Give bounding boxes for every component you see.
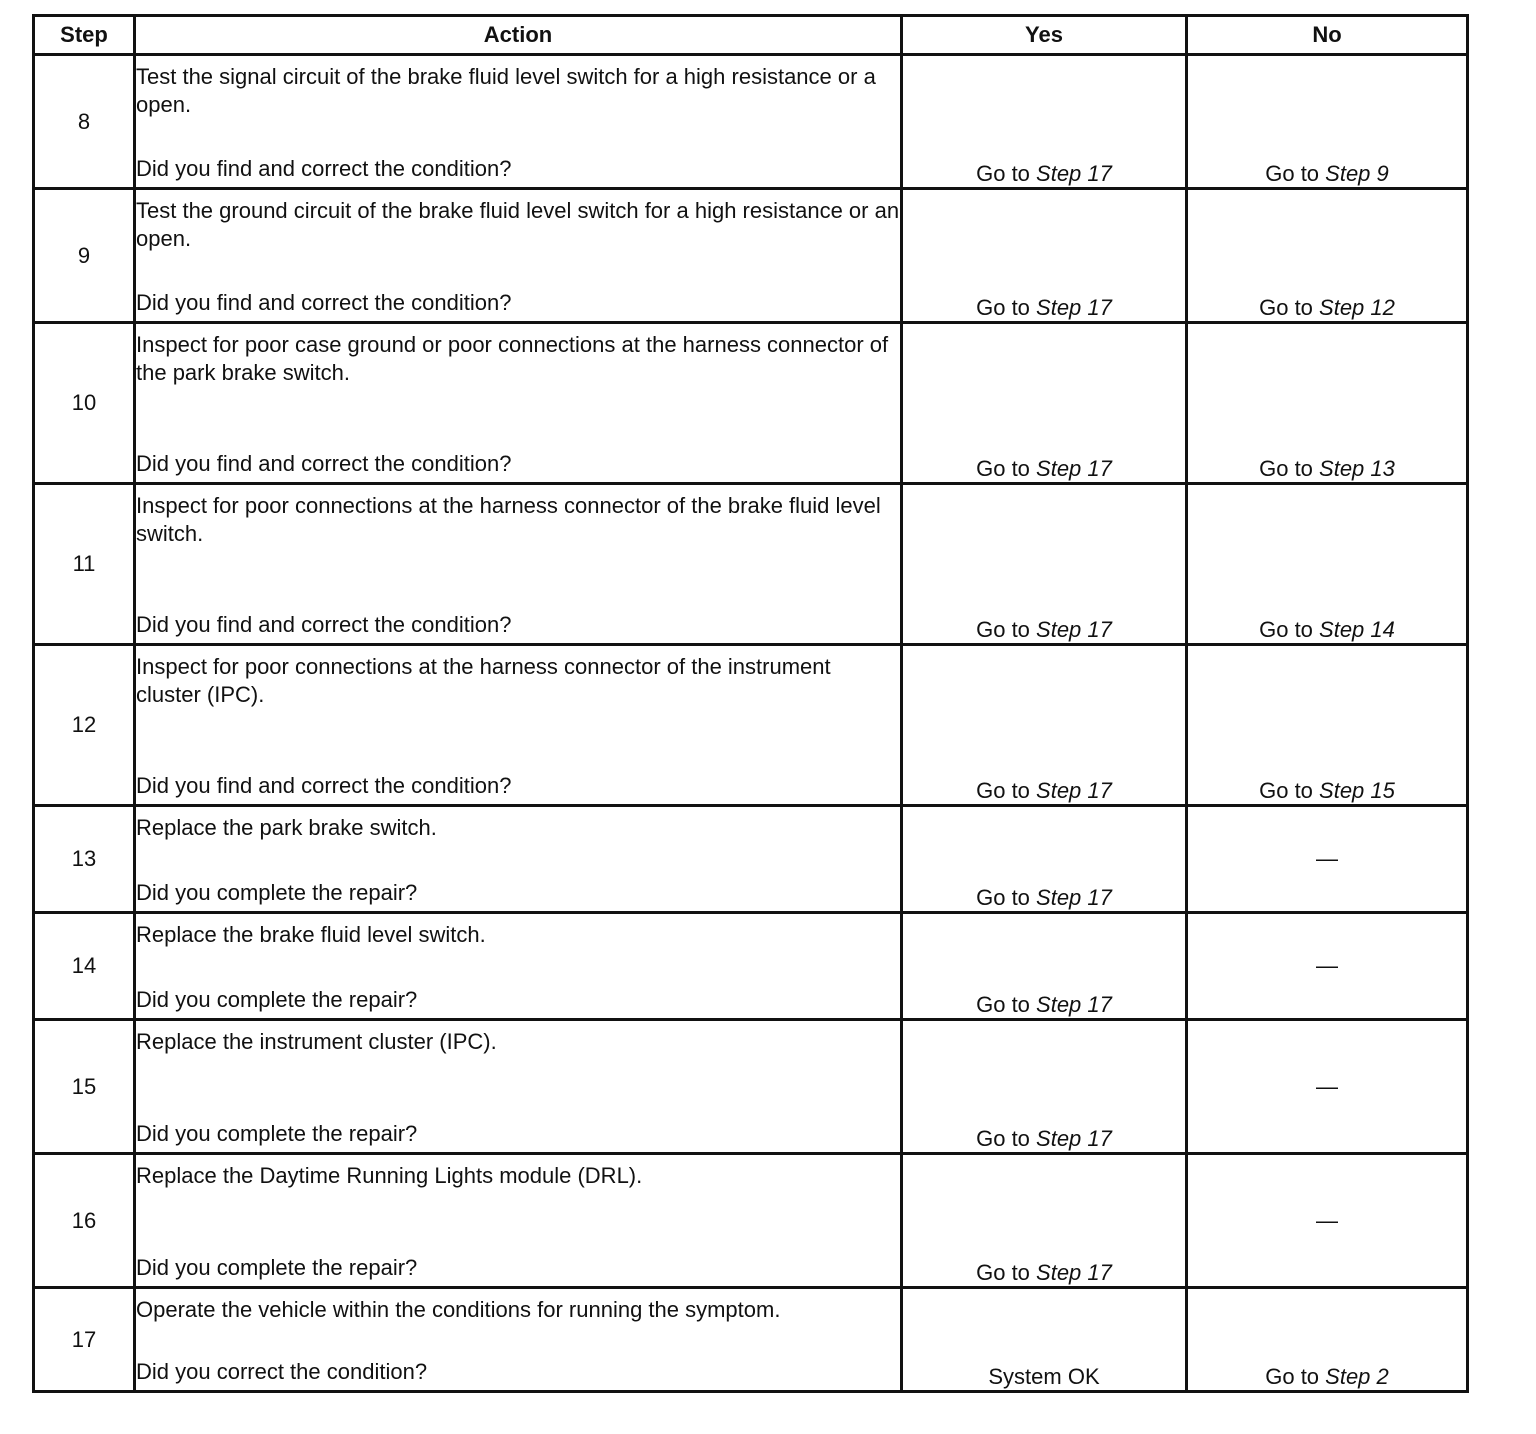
no-dash: — xyxy=(1316,1207,1338,1233)
no-cell xyxy=(1187,806,1468,913)
action-cell xyxy=(135,1288,902,1392)
step-number: 15 xyxy=(34,1020,135,1154)
step-number: 8 xyxy=(34,55,135,189)
yes-goto-label: Go to xyxy=(976,617,1037,642)
action-cell xyxy=(135,913,902,1020)
yes-goto-label: Go to xyxy=(976,885,1037,910)
action-cell xyxy=(135,189,902,323)
table-row xyxy=(34,55,1468,189)
yes-step-ref: Step 17 xyxy=(1036,778,1112,803)
no-cell xyxy=(1187,1020,1468,1154)
yes-cell xyxy=(902,806,1187,913)
action-instruction: Inspect for poor case ground or poor connections at the harness connector of the park brake switch. xyxy=(136,332,889,385)
action-question: Did you complete the repair? xyxy=(136,1121,418,1146)
no-step-ref: Step 14 xyxy=(1319,617,1395,642)
action-instruction: Inspect for poor connections at the harness connector of the instrument cluster (IPC). xyxy=(136,654,831,707)
action-question: Did you find and correct the condition? xyxy=(136,451,512,476)
no-step-ref: Step 15 xyxy=(1319,778,1395,803)
yes-step-ref: Step 17 xyxy=(1036,1260,1112,1285)
yes-cell xyxy=(902,484,1187,645)
no-step-ref: Step 13 xyxy=(1319,456,1395,481)
header-action: Action xyxy=(135,16,902,55)
table-body xyxy=(34,55,1468,1392)
action-instruction: Replace the instrument cluster (IPC). xyxy=(136,1029,497,1054)
yes-cell xyxy=(902,55,1187,189)
yes-goto-label: Go to xyxy=(976,1260,1037,1285)
header-yes: Yes xyxy=(902,16,1187,55)
yes-result: System OK xyxy=(988,1364,1100,1389)
no-dash: — xyxy=(1316,846,1338,871)
table-row xyxy=(34,189,1468,323)
action-cell xyxy=(135,806,902,913)
yes-step-ref: Step 17 xyxy=(1036,161,1112,186)
step-number: 13 xyxy=(34,806,135,913)
action-instruction: Operate the vehicle within the conditions for running the symptom. xyxy=(136,1297,781,1322)
yes-cell xyxy=(902,1020,1187,1154)
yes-step-ref: Step 17 xyxy=(1036,295,1112,320)
yes-cell xyxy=(902,1154,1187,1288)
step-number: 10 xyxy=(34,323,135,484)
action-instruction: Test the ground circuit of the brake fluid level switch for a high resistance or an open. xyxy=(136,198,900,251)
yes-step-ref: Step 17 xyxy=(1036,617,1112,642)
action-question: Did you find and correct the condition? xyxy=(136,773,512,798)
step-number: 9 xyxy=(34,189,135,323)
no-goto-label: Go to xyxy=(1265,161,1326,186)
no-cell xyxy=(1187,1288,1468,1392)
action-question: Did you find and correct the condition? xyxy=(136,156,512,181)
yes-goto-label: Go to xyxy=(976,161,1037,186)
action-question: Did you find and correct the condition? xyxy=(136,612,512,637)
table-row xyxy=(34,645,1468,806)
no-dash: — xyxy=(1316,953,1338,978)
no-cell xyxy=(1187,645,1468,806)
action-question: Did you complete the repair? xyxy=(136,987,418,1012)
action-cell xyxy=(135,55,902,189)
yes-goto-label: Go to xyxy=(976,1126,1037,1151)
action-instruction: Test the signal circuit of the brake fluid level switch for a high resistance or a open. xyxy=(136,64,876,117)
no-cell xyxy=(1187,1154,1468,1288)
action-instruction: Replace the Daytime Running Lights module (DRL). xyxy=(136,1163,643,1188)
yes-step-ref: Step 17 xyxy=(1036,992,1112,1017)
yes-goto-label: Go to xyxy=(976,778,1037,803)
no-goto-label: Go to xyxy=(1259,617,1320,642)
header-no: No xyxy=(1187,16,1468,55)
no-goto-label: Go to xyxy=(1259,295,1320,320)
yes-goto-label: Go to xyxy=(976,456,1037,481)
yes-cell xyxy=(902,1288,1187,1392)
action-question: Did you complete the repair? xyxy=(136,880,418,905)
diagnostic-table xyxy=(32,14,1469,1393)
step-number: 11 xyxy=(34,484,135,645)
action-question: Did you correct the condition? xyxy=(136,1359,428,1384)
no-goto-label: Go to xyxy=(1259,456,1320,481)
action-instruction: Replace the brake fluid level switch. xyxy=(136,922,486,947)
yes-goto-label: Go to xyxy=(976,295,1037,320)
action-cell xyxy=(135,484,902,645)
action-cell xyxy=(135,323,902,484)
header-step: Step xyxy=(34,16,135,55)
table-row xyxy=(34,1288,1468,1392)
no-step-ref: Step 12 xyxy=(1319,295,1395,320)
action-instruction: Inspect for poor connections at the harness connector of the brake fluid level switch. xyxy=(136,493,881,546)
no-cell xyxy=(1187,323,1468,484)
yes-cell xyxy=(902,913,1187,1020)
no-cell xyxy=(1187,484,1468,645)
yes-step-ref: Step 17 xyxy=(1036,456,1112,481)
action-cell xyxy=(135,1154,902,1288)
no-step-ref: Step 9 xyxy=(1325,161,1389,186)
yes-goto-label: Go to xyxy=(976,992,1037,1017)
step-number: 16 xyxy=(34,1154,135,1288)
action-question: Did you find and correct the condition? xyxy=(136,290,512,315)
yes-cell xyxy=(902,323,1187,484)
header-row xyxy=(34,16,1468,55)
no-cell xyxy=(1187,189,1468,323)
yes-cell xyxy=(902,189,1187,323)
action-cell xyxy=(135,1020,902,1154)
yes-cell xyxy=(902,645,1187,806)
action-cell xyxy=(135,645,902,806)
no-cell xyxy=(1187,55,1468,189)
step-number: 14 xyxy=(34,913,135,1020)
table-row xyxy=(34,323,1468,484)
no-dash: — xyxy=(1316,1073,1338,1099)
table-row xyxy=(34,1154,1468,1288)
no-goto-label: Go to xyxy=(1259,778,1320,803)
step-number: 12 xyxy=(34,645,135,806)
action-instruction: Replace the park brake switch. xyxy=(136,815,437,840)
table-row xyxy=(34,484,1468,645)
yes-step-ref: Step 17 xyxy=(1036,1126,1112,1151)
table-row xyxy=(34,913,1468,1020)
step-number: 17 xyxy=(34,1288,135,1392)
yes-step-ref: Step 17 xyxy=(1036,885,1112,910)
no-step-ref: Step 2 xyxy=(1325,1364,1389,1389)
no-goto-label: Go to xyxy=(1265,1364,1326,1389)
table-row xyxy=(34,1020,1468,1154)
table-row xyxy=(34,806,1468,913)
no-cell xyxy=(1187,913,1468,1020)
action-question: Did you complete the repair? xyxy=(136,1255,418,1280)
